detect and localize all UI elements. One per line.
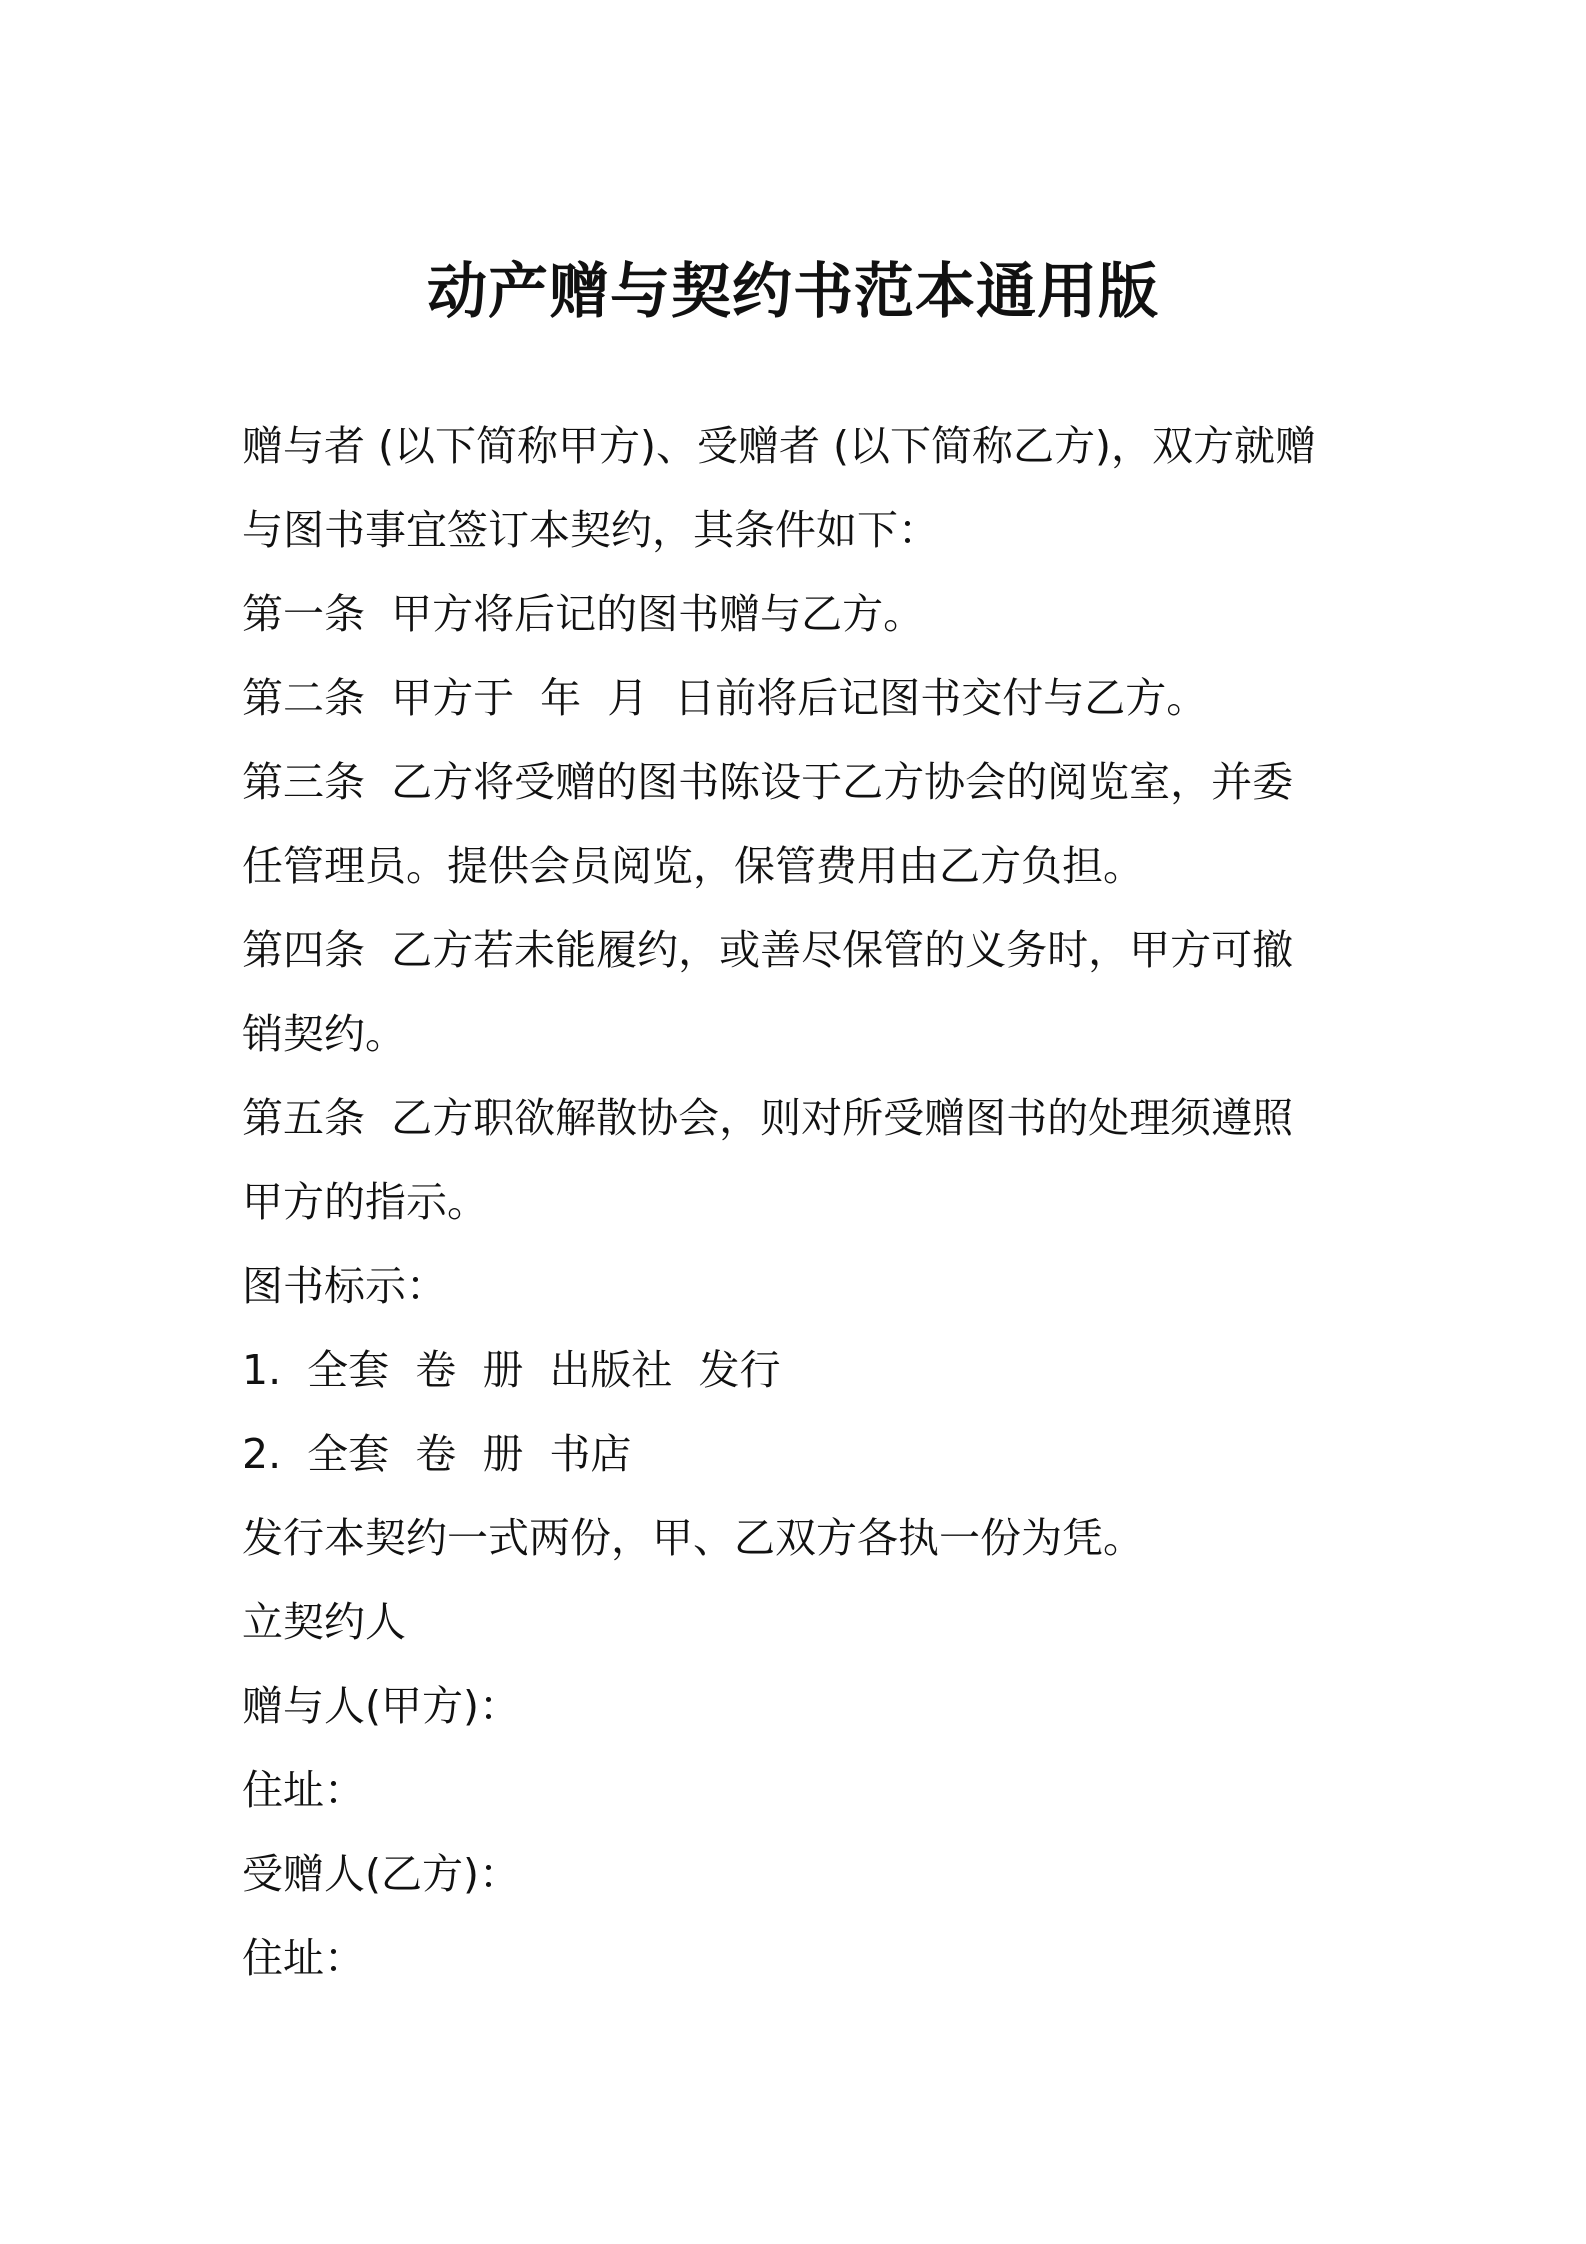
signatories-heading: 立契约人 <box>242 1598 406 1646</box>
book-description-heading: 图书标示： <box>242 1262 447 1310</box>
donor-address-field: 住址： <box>242 1766 365 1814</box>
article-5-line-2: 甲方的指示。 <box>242 1178 488 1226</box>
book-list-item-1: 1. 全套 卷 册 出版社 发行 <box>242 1346 781 1394</box>
article-2: 第二条 甲方于 年 月 日前将后记图书交付与乙方。 <box>242 674 1208 722</box>
book-list-item-2: 2. 全套 卷 册 书店 <box>242 1430 632 1478</box>
document-title: 动产赠与契约书范本通用版 <box>427 257 1159 327</box>
copies-statement: 发行本契约一式两份，甲、乙双方各执一份为凭。 <box>242 1514 1144 1562</box>
article-4-line-2: 销契约。 <box>242 1010 406 1058</box>
donee-field: 受赠人(乙方)： <box>242 1850 520 1898</box>
document-body <box>242 404 1362 2000</box>
article-5-line-1: 第五条 乙方职欲解散协会，则对所受赠图书的处理须遵照 <box>242 1094 1294 1142</box>
article-4-line-1: 第四条 乙方若未能履约，或善尽保管的义务时，甲方可撤 <box>242 926 1294 974</box>
donee-address-field: 住址： <box>242 1934 365 1982</box>
donor-field: 赠与人(甲方)： <box>242 1682 520 1730</box>
paragraph-intro-line-2: 与图书事宜签订本契约，其条件如下： <box>242 506 939 554</box>
article-3-line-2: 任管理员。提供会员阅览，保管费用由乙方负担。 <box>242 842 1144 890</box>
article-3-line-1: 第三条 乙方将受赠的图书陈设于乙方协会的阅览室，并委 <box>242 758 1294 806</box>
paragraph-intro-line-1: 赠与者 (以下简称甲方)、受赠者 (以下简称乙方)，双方就赠 <box>242 422 1317 470</box>
article-1: 第一条 甲方将后记的图书赠与乙方。 <box>242 590 925 638</box>
